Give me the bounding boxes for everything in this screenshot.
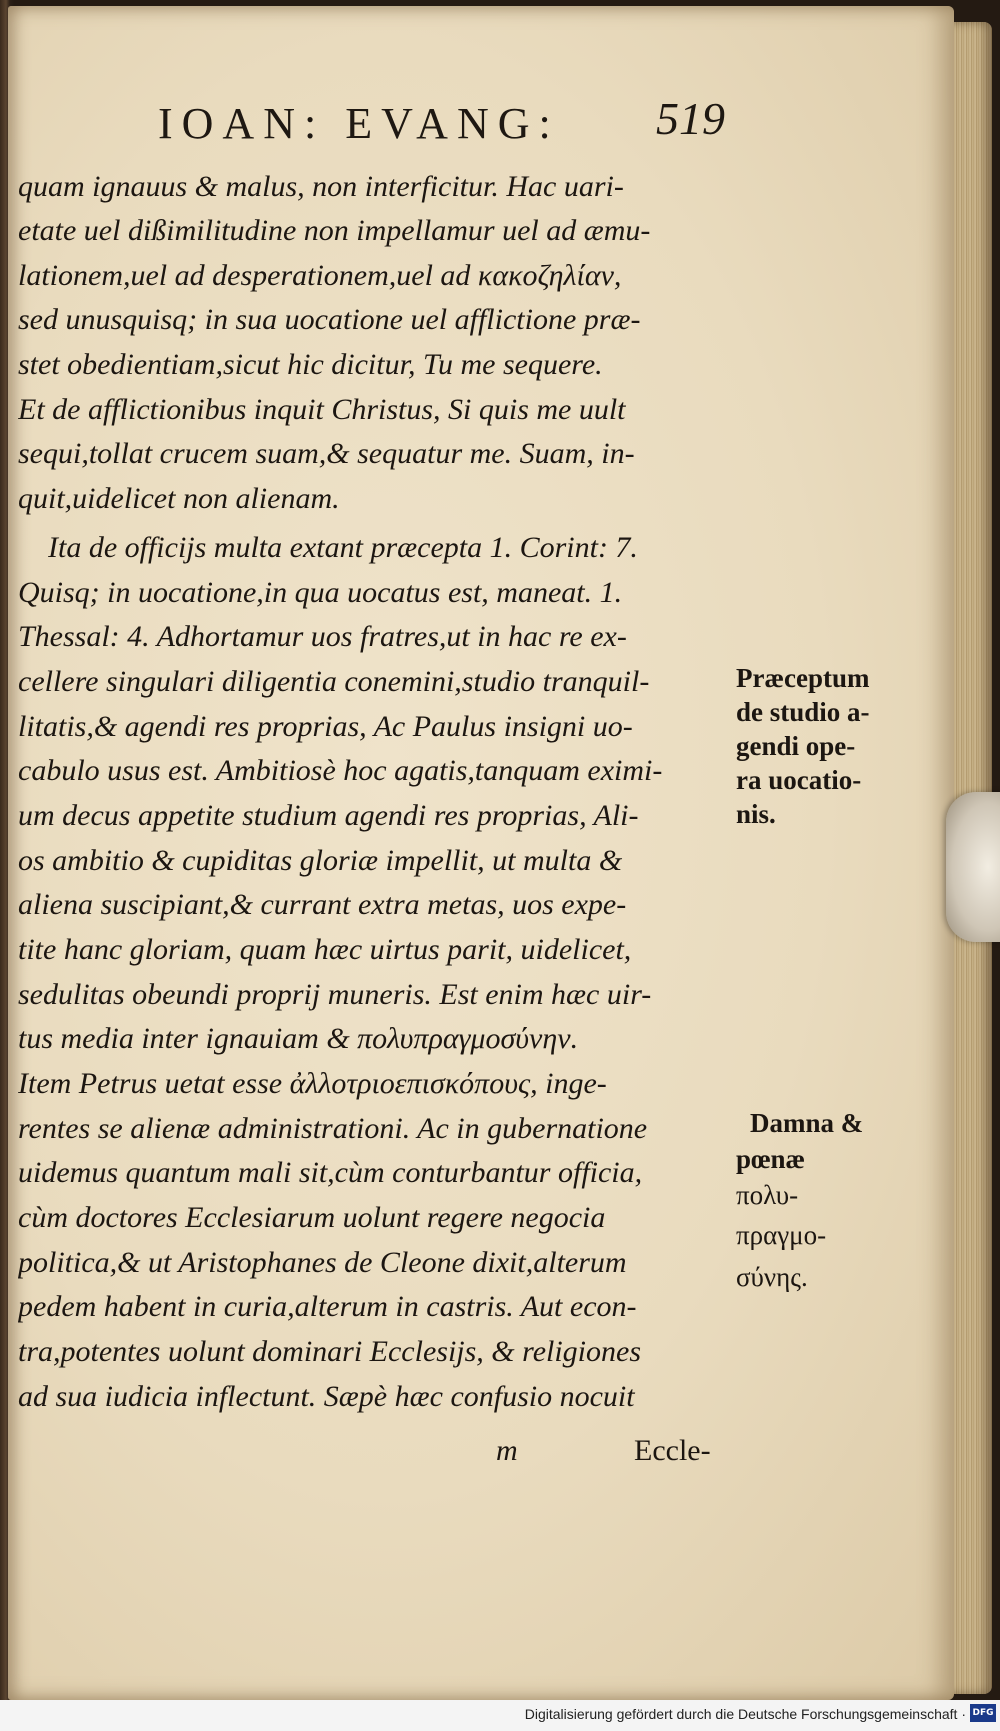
margin-note-line: de studio a-: [736, 697, 870, 727]
text-line: aliena suscipiant,& currant extra metas, uos expe-: [18, 888, 627, 921]
margin-note-line: σύνης.: [736, 1262, 808, 1292]
text-line: Thessal: 4. Adhortamur uos fratres,ut in hac re ex-: [18, 620, 627, 653]
text-line: politica,& ut Aristophanes de Cleone dixit,alterum: [18, 1246, 627, 1279]
text-line: Ita de officijs multa extant præcepta 1. Corint: 7.: [48, 531, 638, 564]
text-line: quam ignauus & malus, non interficitur. Hac uari-: [18, 170, 624, 203]
text-line: rentes se alienæ administrationi. Ac in gubernatione: [18, 1112, 648, 1145]
catchword: Eccle-: [634, 1434, 711, 1467]
page-clip: [946, 792, 1000, 942]
text-line: litatis,& agendi res proprias, Ac Paulus insigni uo-: [18, 710, 633, 743]
text-line: cellere singulari diligentia conemini,studio tranquil-: [18, 665, 650, 698]
text-line: tra,potentes uolunt dominari Ecclesijs, & religiones: [18, 1335, 641, 1368]
text-line: pedem habent in curia,alterum in castris. Aut econ-: [18, 1290, 637, 1323]
digitization-credit: Digitalisierung gefördert durch die Deutsche Forschungsgemeinschaft ·: [524, 1706, 966, 1722]
margin-note-line: πολυ-: [736, 1180, 799, 1210]
signature-mark: m: [496, 1434, 518, 1467]
dfg-logo: DFG: [970, 1704, 996, 1722]
margin-note-line: gendi ope-: [736, 731, 856, 761]
text-line: tus media inter ignauiam & πολυπραγμοσύνην.: [18, 1022, 579, 1055]
text-line: os ambitio & cupiditas gloriæ impellit, ut multa &: [18, 844, 623, 877]
text-line: lationem,uel ad desperationem,uel ad κακοζηλίαν,: [18, 259, 622, 292]
text-line: um decus appetite studium agendi res proprias, Ali-: [18, 799, 639, 832]
margin-note-line: πραγμο-: [736, 1220, 827, 1250]
text-line: etate uel dißimilitudine non impellamur uel ad æmu-: [18, 214, 651, 247]
margin-note-line: Damna &: [750, 1108, 864, 1138]
text-line: sequi,tollat crucem suam,& sequatur me. Suam, in-: [18, 437, 635, 470]
text-line: Item Petrus uetat esse ἀλλοτριοεπισκόπους, inge-: [18, 1067, 607, 1100]
text-line: tite hanc gloriam, quam hæc uirtus parit, uidelicet,: [18, 933, 632, 966]
text-line: sed unusquisq; in sua uocatione uel afflictione præ-: [18, 303, 641, 336]
margin-note-line: ra uocatio-: [736, 765, 862, 795]
text-line: sedulitas obeundi proprij muneris. Est enim hæc uir-: [18, 978, 652, 1011]
text-line: uidemus quantum mali sit,cùm conturbantur officia,: [18, 1156, 643, 1189]
margin-note-line: Præceptum: [736, 663, 870, 693]
text-line: ad sua iudicia inflectunt. Sæpè hæc confusio nocuit: [18, 1380, 635, 1413]
text-line: Et de afflictionibus inquit Christus, Si quis me uult: [18, 393, 626, 426]
text-line: quit,uidelicet non alienam.: [18, 482, 340, 515]
text-line: cabulo usus est. Ambitiosè hoc agatis,tanquam eximi-: [18, 754, 663, 787]
margin-note-line: nis.: [736, 799, 776, 829]
book-page: [8, 6, 954, 1700]
text-line: stet obedientiam,sicut hic dicitur, Tu me sequere.: [18, 348, 603, 381]
margin-note-line: pœnæ: [736, 1144, 806, 1174]
text-line: Quisq; in uocatione,in qua uocatus est, maneat. 1.: [18, 576, 623, 609]
page-number: 519: [656, 93, 725, 144]
running-head: IOAN: EVANG:: [158, 99, 560, 148]
text-line: cùm doctores Ecclesiarum uolunt regere negocia: [18, 1201, 606, 1234]
